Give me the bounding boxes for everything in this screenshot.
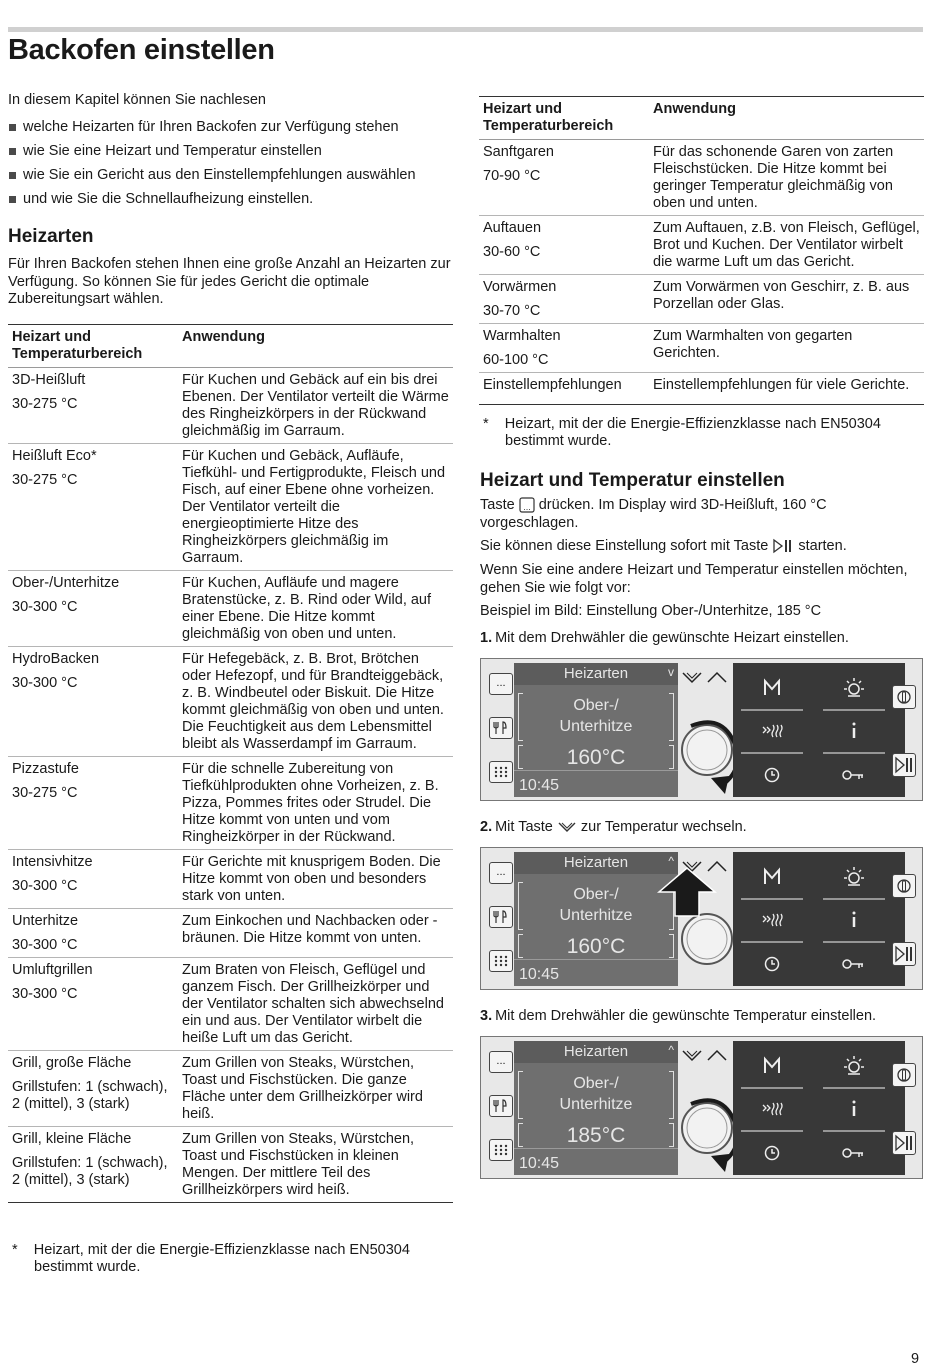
anwendung-cell: Zum Warmhalten von gegarten Gerichten. [649,324,924,373]
temperature: 160°C [566,746,626,769]
heizart-name: Grill, kleine Fläche [12,1131,132,1147]
info-icon[interactable] [853,1101,856,1117]
anwendung-cell: Zum Grillen von Steaks, Würstchen, Toast und Fischstücken. Die ganze Fläche unter dem Grillheizkörper wird heiß. [178,1051,453,1127]
step-1 [480,630,849,646]
menu-button-icon: ... [496,677,506,689]
heizart-name: Einstellempfehlungen [483,377,622,393]
caret-icon: v [668,665,674,679]
function-panel [733,1041,905,1175]
key-icon[interactable] [843,960,863,968]
list-item: wie Sie ein Gericht aus den Einstellempfehlungen auswählen [8,166,458,190]
rotary-knob[interactable] [681,714,733,784]
table-row [479,324,924,373]
step-text: Mit dem Drehwähler die gewünschte Temperatur einstellen. [495,1008,877,1024]
key-icon[interactable] [843,1149,863,1157]
caret-icon: ^ [668,1043,674,1057]
timer-icon[interactable] [766,769,779,782]
table-row [8,909,453,958]
mode-line: Ober-/ [573,1075,619,1092]
einstellen-p2 [480,538,925,556]
control-panel [480,1036,923,1179]
grid-icon[interactable] [489,950,513,972]
step-text: zur Temperatur wechseln. [580,819,747,835]
chevron-up-icon[interactable] [708,673,726,682]
table-header-anwendung: Anwendung [178,325,453,368]
anwendung-cell: Einstellempfehlungen für viele Gerichte. [649,373,924,405]
einstellen-p1 [480,497,925,532]
step-number: 1. [480,630,493,646]
heizart-cell [8,444,178,571]
cutlery-icon[interactable] [489,906,513,928]
table-row [479,140,924,216]
function-panel [733,663,905,797]
menu-button[interactable] [489,1051,513,1073]
mode-line: Ober-/ [573,886,619,903]
heizart-range: 30-300 °C [12,986,78,1002]
microwave-m-icon[interactable] [765,870,779,884]
cutlery-icon[interactable] [489,1095,513,1117]
display [514,1041,678,1175]
svg-text:...: ... [522,503,531,513]
temperature: 185°C [566,1124,626,1147]
control-panel [480,658,923,801]
heizart-range: 30-275 °C [12,472,78,488]
start-stop-icon [772,538,794,554]
chevron-down-icon[interactable] [683,673,701,682]
nav-arrows [680,667,730,687]
cutlery-icon[interactable] [489,717,513,739]
anwendung-cell: Für Kuchen und Gebäck, Aufläufe, Tiefkühl- und Fertigprodukte, Fleisch und Fisch, auf einer Ebene ohne vorheizen. Der Ventilator verteilt die energieoptimierte Hitze des Ringheizkörpers gleichmäßig im Garraum. [178,444,453,571]
anwendung-cell: Für Kuchen, Aufläufe und magere Bratenstücke, z. B. Rind oder Wild, auf einer Ebene. Die Hitze kommt gleichmäßig von oben und unten. [178,571,453,647]
heizart-cell [479,140,649,216]
heizart-name: Grill, große Fläche [12,1055,132,1071]
heizart-range: 30-300 °C [12,878,78,894]
list-item: und wie Sie die Schnellaufheizung einstellen. [8,190,458,214]
anwendung-cell: Für die schnelle Zubereitung von Tiefkühlprodukten ohne Vorheizen, z. B. Pizza, Pommes frites oder Strudel. Die Hitze kommt von unten und vom Ringheizkörper in der Rückwand. [178,757,453,850]
menu-button-icon: ... [496,866,506,878]
power-icon[interactable] [892,685,916,709]
caret-icon: ^ [668,854,674,868]
heizart-cell [8,1127,178,1203]
anwendung-cell: Für Kuchen und Gebäck auf ein bis drei Ebenen. Der Ventilator verteilt die Wärme des Ringheizkörpers in der Rückwand gleichmäßig im Garraum. [178,368,453,444]
page-title: Backofen einstellen [8,34,275,66]
function-panel [733,852,905,986]
timer-icon[interactable] [766,1147,779,1160]
heizart-cell [479,275,649,324]
anwendung-cell: Zum Vorwärmen von Geschirr, z. B. aus Porzellan oder Glas. [649,275,924,324]
anwendung-cell: Zum Einkochen und Nachbacken oder -bräunen. Die Hitze kommt von unten. [178,909,453,958]
display-divider [514,770,678,771]
chevron-up-icon[interactable] [708,1051,726,1060]
start-stop-icon[interactable] [892,753,916,777]
top-rule [8,27,923,32]
heizart-cell [8,958,178,1051]
anwendung-cell: Für das schonende Garen von zarten Fleischstücken. Die Hitze kommt bei geringer Temperatur gleichmäßig von oben und unten. [649,140,924,216]
heizart-range: Grillstufen: 1 (schwach), 2 (mittel), 3 (stark) [12,1079,168,1112]
text: Taste [480,497,515,513]
nav-arrows [680,1045,730,1065]
display-title: Heizarten [514,663,678,685]
fast-heat-icon[interactable] [763,914,782,926]
grid-icon[interactable] [489,1139,513,1161]
heizart-range: 30-300 °C [12,675,78,691]
heizart-name: HydroBacken [12,651,100,667]
table-row [8,647,453,757]
table-row [8,444,453,571]
info-icon[interactable] [853,723,856,739]
heizart-name: Ober-/Unterhitze [12,575,120,591]
fast-heat-icon[interactable] [763,1103,782,1115]
display [514,852,678,986]
microwave-m-icon[interactable] [765,1059,779,1073]
heizart-range: 30-300 °C [12,937,78,953]
fast-heat-icon[interactable] [763,725,782,737]
heizart-name: Umluftgrillen [12,962,93,978]
heizarten-table-left [8,324,453,1203]
intro [8,92,458,214]
einstellen-p4: Beispiel im Bild: Einstellung Ober-/Unterhitze, 185 °C [480,603,822,619]
arrow-up-indicator [657,866,717,918]
menu-button[interactable] [489,862,513,884]
text: starten. [798,538,847,554]
menu-button-icon: ... [496,1055,506,1067]
heizart-cell [8,647,178,757]
start-stop-icon[interactable] [892,942,916,966]
table-row [8,1051,453,1127]
power-icon[interactable] [892,874,916,898]
clock: 10:45 [519,966,560,983]
einstellen-p3: Wenn Sie eine andere Heizart und Temperatur einstellen möchten, gehen Sie wie folgt vor: [480,562,908,596]
heizart-cell [8,757,178,850]
footnote-text: Heizart, mit der die Energie-Effizienzklasse nach EN50304 bestimmt wurde. [504,416,881,449]
heizart-cell [8,1051,178,1127]
table-row [479,275,924,324]
mode-text [514,1073,678,1115]
display-divider [514,959,678,960]
function-grid [733,663,905,797]
start-stop-icon[interactable] [892,1131,916,1155]
menu-button-icon [519,497,535,513]
anwendung-cell: Zum Auftauen, z.B. von Fleisch, Geflügel, Brot und Kuchen. Der Ventilator wirbelt die warme Luft um das Gericht. [649,216,924,275]
menu-button[interactable] [489,673,513,695]
heizart-name: 3D-Heißluft [12,372,86,388]
light-icon[interactable] [844,867,864,885]
light-icon[interactable] [844,1056,864,1074]
anwendung-cell: Für Gerichte mit knusprigem Boden. Die Hitze kommt von oben und besonders stark von unten. [178,850,453,909]
text: drücken. Im Display wird 3D-Heißluft, 160 °C vorgeschlagen. [480,497,827,531]
heizart-range: 30-60 °C [483,244,541,260]
table-row [479,373,924,405]
info-icon[interactable] [853,912,856,928]
heizart-name: Vorwärmen [483,279,557,295]
heizart-range: 30-70 °C [483,303,541,319]
mode-line: Ober-/ [573,697,619,714]
table-header-heizart: Heizart und Temperaturbereich [479,97,649,140]
text: Sie können diese Einstellung sofort mit Taste [480,538,769,554]
anwendung-cell: Zum Grillen von Steaks, Würstchen, Toast und Fischstücken in kleinen Mengen. Der mittlere Teil des Grillheizkörpers wird heiß. [178,1127,453,1203]
heizart-cell [8,571,178,647]
heizarten-heading: Heizarten [8,226,94,247]
heizart-name: Auftauen [483,220,542,236]
step-text: Mit dem Drehwähler die gewünschte Heizart einstellen. [495,630,849,646]
mode-text [514,884,678,926]
intro-list [8,118,458,214]
table-row [8,368,453,444]
heizarten-table-right [479,96,924,405]
step-number: 3. [480,1008,493,1024]
intro-lead: In diesem Kapitel können Sie nachlesen [8,92,266,108]
light-icon[interactable] [844,678,864,696]
timer-icon[interactable] [766,958,779,971]
heizart-range: 30-275 °C [12,396,78,412]
heizart-range: 70-90 °C [483,168,541,184]
power-icon[interactable] [892,1063,916,1087]
heizart-name: Heißluft Eco* [12,448,97,464]
anwendung-cell: Für Hefegebäck, z. B. Brot, Brötchen oder Hefezopf, und für Brandteiggebäck, z. B. Windbeutel oder Biskuit. Die Hitze kommt gleichmäßig von oben und unten. Die Feuchtigkeit aus dem Lebensmittel bleibt als Wasserdampf im Garraum. [178,647,453,757]
mode-line: Unterhitze [559,718,633,735]
table-header-heizart: Heizart und Temperaturbereich [8,325,178,368]
table-row [8,958,453,1051]
table-row [8,850,453,909]
display-divider [514,1148,678,1149]
step-number: 2. [480,819,493,835]
list-item: wie Sie eine Heizart und Temperatur einstellen [8,142,458,166]
mode-line: Unterhitze [559,1096,633,1113]
heizart-cell [8,368,178,444]
heizart-name: Warmhalten [483,328,561,344]
step-text: Mit Taste [495,819,553,835]
heizart-range: 60-100 °C [483,352,549,368]
heizart-range: 30-275 °C [12,785,78,801]
function-grid [733,1041,905,1175]
anwendung-cell: Zum Braten von Fleisch, Geflügel und ganzem Fisch. Der Grillheizkörper und der Ventilator schalten sich abwechselnd ein und aus. Der Ventilator wirbelt die heiße Luft um das Gericht. [178,958,453,1051]
table-row [8,571,453,647]
temperature: 160°C [566,935,626,958]
table-row [8,757,453,850]
rotary-knob[interactable] [681,1092,733,1162]
chevron-down-icon [557,820,577,834]
table-row [479,216,924,275]
display [514,663,678,797]
footnote-right [483,416,935,450]
page-number: 9 [911,1351,920,1367]
table-row [8,1127,453,1203]
step-2 [480,819,747,835]
heizart-range: 30-300 °C [12,599,78,615]
display-title: Heizarten [514,852,678,874]
heizart-name: Intensivhitze [12,854,93,870]
einstellen-heading: Heizart und Temperatur einstellen [480,470,785,491]
clock: 10:45 [519,777,560,794]
grid-icon[interactable] [489,761,513,783]
footnote-mark: * [483,416,489,432]
step-3 [480,1008,876,1024]
footnote-mark: * [12,1242,18,1258]
microwave-m-icon[interactable] [765,681,779,695]
heizarten-text: Für Ihren Backofen stehen Ihnen eine große Anzahl an Heizarten zur Verfügung. So können Sie für jedes Gericht die optimale Zubereitungsart wählen. [8,256,451,307]
mode-line: Unterhitze [559,907,633,924]
heizart-name: Pizzastufe [12,761,79,777]
heizart-range: Grillstufen: 1 (schwach), 2 (mittel), 3 (stark) [12,1155,168,1188]
heizart-cell [479,324,649,373]
table-header-anwendung: Anwendung [649,97,924,140]
heizart-cell [8,909,178,958]
heizart-cell [479,216,649,275]
key-icon[interactable] [843,771,863,779]
footnote-text: Heizart, mit der die Energie-Effizienzklasse nach EN50304 bestimmt wurde. [33,1242,410,1275]
chevron-down-icon[interactable] [683,1051,701,1060]
mode-text [514,695,678,737]
control-panel [480,847,923,990]
heizart-cell [479,373,649,405]
display-title: Heizarten [514,1041,678,1063]
footnote-left [12,1242,464,1276]
heizart-cell [8,850,178,909]
list-item: welche Heizarten für Ihren Backofen zur Verfügung stehen [8,118,458,142]
function-grid [733,852,905,986]
heizart-name: Sanftgaren [483,144,554,160]
heizart-name: Unterhitze [12,913,79,929]
clock: 10:45 [519,1155,560,1172]
